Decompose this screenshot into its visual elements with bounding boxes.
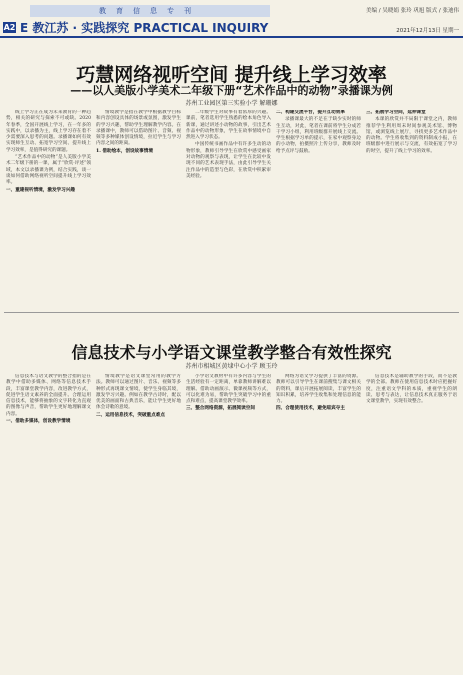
article1-subheading: 1. 借助绘本，创设故事情境 [96,148,153,154]
article1-column-3 [186,110,271,306]
article1-paragraph: 本课的欣赏并不局限于课堂之内，教师推荐学生利用周末时间参观美术馆、博物馆，或浏览线上展厅，寻找更多艺术作品中的动物。学生将收集到的资料制成小报，在班级群中进行展示与交流，有效拓宽了学习的时空，提升了线上学习的效率。 [366,117,457,154]
masthead-rule [0,36,463,38]
article1-author: 苏州工业园区第三实验小学 解珊娜 [185,100,278,107]
article1-column-5 [366,110,457,306]
issue-date: 2021年12月13日 星期一 [396,28,459,34]
article2-column-2 [96,374,181,670]
section-brand: E 教江苏 · 实践探究 PRACTICAL INQUIRY [20,21,269,35]
article2-title: 信息技术与小学语文课堂教学整合有效性探究 [71,343,392,362]
article1-section-heading: 一、重建视听情境，激发学习兴趣 [6,187,75,193]
article2-column-4 [276,374,361,670]
article1-title: 巧慧网络视听空间 提升线上学习效率 [76,64,387,86]
article2-paragraph: 情境教学是语文课堂常用的教学方法。教师可以通过图片、音乐、视频等多种形式再现课文情境，使学生身临其境，激发学习兴趣。例如在教学古诗时，配以优美的画面和古典音乐，能让学生更好地体会诗歌的意境。 [96,374,181,411]
article-divider [4,312,459,313]
article2-paragraph: 网络为语文学习提供了丰富的资源。教师可以引导学生在课前搜集与课文相关的资料，课后开展拓展阅读，丰富学生的知识积累，培养学生收集和处理信息的能力。 [276,374,361,405]
article1-paragraph: 中国传统书画作品中有许多生动的动物形象，教师引导学生在欣赏中感受画家对动物的观察与表现，让学生在比较中发现不同的艺术表现手法，由此引导学生关注作品中的造型与色彩，在欣赏中积累审美经验。 [186,142,271,179]
article2-section-heading: 四、合理使用技术，避免喧宾夺主 [276,406,345,412]
article2-paragraph: 信息技术是辅助教学的手段，而不是教学的全部。教师在使用信息技术时应把握好度，注重语文学科的本质，重视学生的朗读、思考与表达，让信息技术真正服务于语文课堂教学，实现有效整合。 [366,374,457,405]
article2-column-1 [6,374,91,670]
article1-paragraph: 情境教学是指在教学中根据教学目标和内容创设具体的场景或氛围，激发学生的学习兴趣，帮助学生理解教学内容。在录播课中，教师可以借助图片、音频、视频等多种媒体创设情境，拉近学生与学习内容之间的距离。 [96,110,181,147]
page-number-badge: A2 [3,23,16,32]
article1-paragraph: 线上学习正在成为未来教育的一种趋势，相关的研究与探索不可或缺。2020年春季，全国开展线上学习，在一年多的实践中，以录播为主，线上学习存在着不少需要深入思考的问题。录播课如何有效实现师生互动、拓宽学习空间、提升线上学习效率，是值得研究的课题。 [6,110,91,153]
section-strip: 教育信息专刊 [30,5,270,17]
article2-section-heading: 三、整合网络资源，拓展阅读空间 [186,406,255,412]
article1-section-heading: 二、构建交流平台，提升互动效率 [276,110,345,115]
article2-author: 苏州市相城区黄埭中心小学 顾玉玲 [185,363,278,370]
article2-column-5 [366,374,457,670]
article1-paragraph: 录播课最大的不足在于缺少实时的师生互动，对此，笔者在课前将学生分成若干学习小组，利用班级群开展线上交流。学生根据学习单的提示，在家中观察身边的小动物，拍摄照片上传分享，教师及时给予点评与鼓励。 [276,117,361,154]
article2-column-3 [186,374,271,670]
article1-column-4 [276,110,361,306]
article2-paragraph: 信息技术与语文教学的整合指的是在教学中借助多媒体、网络等信息技术手段，丰富课堂教学内容，改进教学方式，促进学生语文素养的全面提升。合理运用信息技术，能够将抽象的文字转化为直观的图像与声音，帮助学生更好地理解课文内容。 [6,374,91,417]
article1-column-2 [96,110,181,306]
article1-section-heading: 三、拓展学习空间，延伸课堂 [366,110,426,115]
masthead [0,0,463,36]
article1-subtitle: ——以人美版小学美术二年级下册“艺术作品中的动物”录播课为例 [70,84,393,97]
article2-section-heading: 二、运用信息技术，突破重点难点 [96,412,165,418]
article1-paragraph: 二年级学生对故事有着浓厚的兴趣。课前，笔者选用学生熟悉的绘本角色导入新课，通过讲述小动物的故事，引出艺术作品中的动物形象，学生在故事情境中自然进入学习状态。 [186,110,271,141]
editor-credits: 美编 / 吴晓娟 张玲 巩旭 版式 / 张迪伟 [366,8,459,14]
article2-section-heading: 一、借助多媒体，创设教学情境 [6,419,71,425]
article2-paragraph: 小学语文教材中有许多内容与学生的生活经验有一定距离，单靠教师讲解难以理解。借助动画演示、微课视频等方式，可以化难为易，帮助学生突破学习中的重点和难点，提高课堂教学效率。 [186,374,271,405]
article1-paragraph: “艺术作品中的动物”是人美版小学美术二年级下册的一课，属于“欣赏·评述”领域，本文以录播课为例，结合实践，谈一谈如何借助网络视听空间提升线上学习效率。 [6,155,91,186]
article1-column-1 [6,110,91,306]
